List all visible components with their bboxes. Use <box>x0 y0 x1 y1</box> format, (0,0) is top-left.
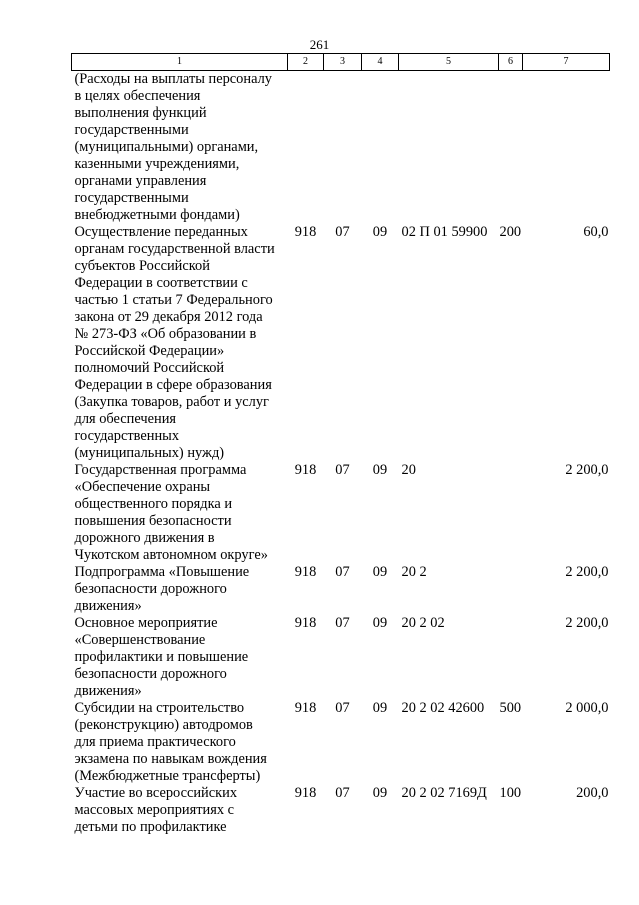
amount: 2 200,0 <box>565 462 609 478</box>
header-col-7: 7 <box>523 54 610 71</box>
description-line: государственными <box>74 122 189 138</box>
description-line: безопасности дорожного <box>74 581 227 597</box>
expense-type-code <box>499 615 523 700</box>
target-article-code <box>399 71 499 225</box>
description-line: «Обеспечение охраны <box>74 479 211 495</box>
ministry-code: 918 <box>294 224 317 240</box>
description-line: (реконструкцию) автодромов <box>74 717 253 733</box>
target-article-code: 20 2 02 42600 <box>401 700 485 716</box>
header-col-2: 2 <box>288 54 324 71</box>
ministry-code: 918 <box>294 785 317 801</box>
description-line: массовых мероприятиях с <box>74 802 235 818</box>
description-line: субъектов Российской <box>74 258 210 274</box>
expense-type-code <box>499 71 523 225</box>
description-line: органами управления <box>74 173 207 189</box>
table-row <box>72 785 610 836</box>
expense-type-code: 200 <box>499 224 522 240</box>
description-line: безопасности дорожного <box>74 666 227 682</box>
amount: 2 200,0 <box>565 615 609 631</box>
description-line: внебюджетными фондами) <box>74 207 240 223</box>
subsection-code: 09 <box>372 615 388 631</box>
ministry-code: 918 <box>294 564 317 580</box>
description-line: Федерации в соответствии с <box>74 275 248 291</box>
description-line: движения» <box>74 598 142 614</box>
ministry-code: 918 <box>294 462 317 478</box>
budget-table <box>71 53 610 836</box>
subsection-code: 09 <box>372 785 388 801</box>
header-row <box>72 54 610 71</box>
row-description <box>72 462 288 564</box>
target-article-code: 20 <box>401 462 416 478</box>
description-line: (Закупка товаров, работ и услуг <box>74 394 269 410</box>
description-line: частью 1 статьи 7 Федерального <box>74 292 273 308</box>
row-description <box>72 224 288 462</box>
expense-type-code: 100 <box>499 785 522 801</box>
row-description <box>72 615 288 700</box>
description-line: Федерации в сфере образования <box>74 377 272 393</box>
amount: 2 000,0 <box>565 700 609 716</box>
header-col-1: 1 <box>72 54 288 71</box>
header-col-6: 6 <box>499 54 523 71</box>
header-col-3: 3 <box>324 54 362 71</box>
amount: 60,0 <box>583 224 609 240</box>
description-line: для приема практического <box>74 734 236 750</box>
subsection-code: 09 <box>372 564 388 580</box>
table-row <box>72 564 610 615</box>
description-line: экзамена по навыкам вождения <box>74 751 267 767</box>
section-code: 07 <box>335 785 350 801</box>
description-line: государственных <box>74 428 180 444</box>
description-line: государственными <box>74 190 189 206</box>
section-code <box>324 71 362 225</box>
target-article-code: 20 2 02 <box>401 615 445 631</box>
ministry-code: 918 <box>294 615 317 631</box>
description-line: выполнения функций <box>74 105 207 121</box>
description-line: № 273-ФЗ «Об образовании в <box>74 326 257 342</box>
section-code: 07 <box>335 462 350 478</box>
section-code: 07 <box>335 564 350 580</box>
target-article-code: 20 2 <box>401 564 427 580</box>
description-line: Подпрограмма «Повышение <box>74 564 250 580</box>
subsection-code <box>362 71 399 225</box>
table-body <box>72 71 610 837</box>
description-line: Государственная программа <box>74 462 247 478</box>
description-line: «Совершенствование <box>74 632 206 648</box>
row-description <box>72 785 288 836</box>
subsection-code: 09 <box>372 224 388 240</box>
description-line: детьми по профилактике <box>74 819 227 835</box>
ministry-code <box>288 71 324 225</box>
description-line: (Межбюджетные трансферты) <box>74 768 261 784</box>
description-line: Основное мероприятие <box>74 615 218 631</box>
amount <box>523 71 610 225</box>
description-line: Осуществление переданных <box>74 224 248 240</box>
subsection-code: 09 <box>372 462 388 478</box>
description-line: в целях обеспечения <box>74 88 201 104</box>
expense-type-code: 500 <box>499 700 522 716</box>
description-line: Участие во всероссийских <box>74 785 238 801</box>
table-row <box>72 615 610 700</box>
row-description <box>72 700 288 785</box>
ministry-code: 918 <box>294 700 317 716</box>
description-line: (муниципальных) нужд) <box>74 445 225 461</box>
description-line: движения» <box>74 683 142 699</box>
description-line: Чукотском автономном округе» <box>74 547 268 563</box>
section-code: 07 <box>335 700 350 716</box>
row-description <box>72 71 288 225</box>
subsection-code: 09 <box>372 700 388 716</box>
description-line: для обеспечения <box>74 411 177 427</box>
header-col-5: 5 <box>399 54 499 71</box>
section-code: 07 <box>335 224 350 240</box>
page-number: 261 <box>309 37 330 52</box>
description-line: полномочий Российской <box>74 360 225 376</box>
expense-type-code <box>499 462 523 564</box>
description-line: Субсидии на строительство <box>74 700 245 716</box>
section-code: 07 <box>335 615 350 631</box>
description-line: Российской Федерации» <box>74 343 225 359</box>
description-line: (муниципальными) органами, <box>74 139 259 155</box>
table-row <box>72 224 610 462</box>
amount: 2 200,0 <box>565 564 609 580</box>
description-line: дорожного движения в <box>74 530 215 546</box>
description-line: повышения безопасности <box>74 513 232 529</box>
target-article-code: 02 П 01 59900 <box>401 224 488 240</box>
header-col-4: 4 <box>362 54 399 71</box>
table-row <box>72 462 610 564</box>
amount: 200,0 <box>576 785 609 801</box>
description-line: (Расходы на выплаты персоналу <box>74 71 272 87</box>
description-line: казенными учреждениями, <box>74 156 240 172</box>
table-row <box>72 700 610 785</box>
expense-type-code <box>499 564 523 615</box>
table-row <box>72 71 610 225</box>
description-line: органам государственной власти <box>74 241 275 257</box>
description-line: общественного порядка и <box>74 496 233 512</box>
description-line: профилактики и повышение <box>74 649 249 665</box>
description-line: закона от 29 декабря 2012 года <box>74 309 263 325</box>
target-article-code: 20 2 02 7169Д <box>401 785 487 801</box>
row-description <box>72 564 288 615</box>
